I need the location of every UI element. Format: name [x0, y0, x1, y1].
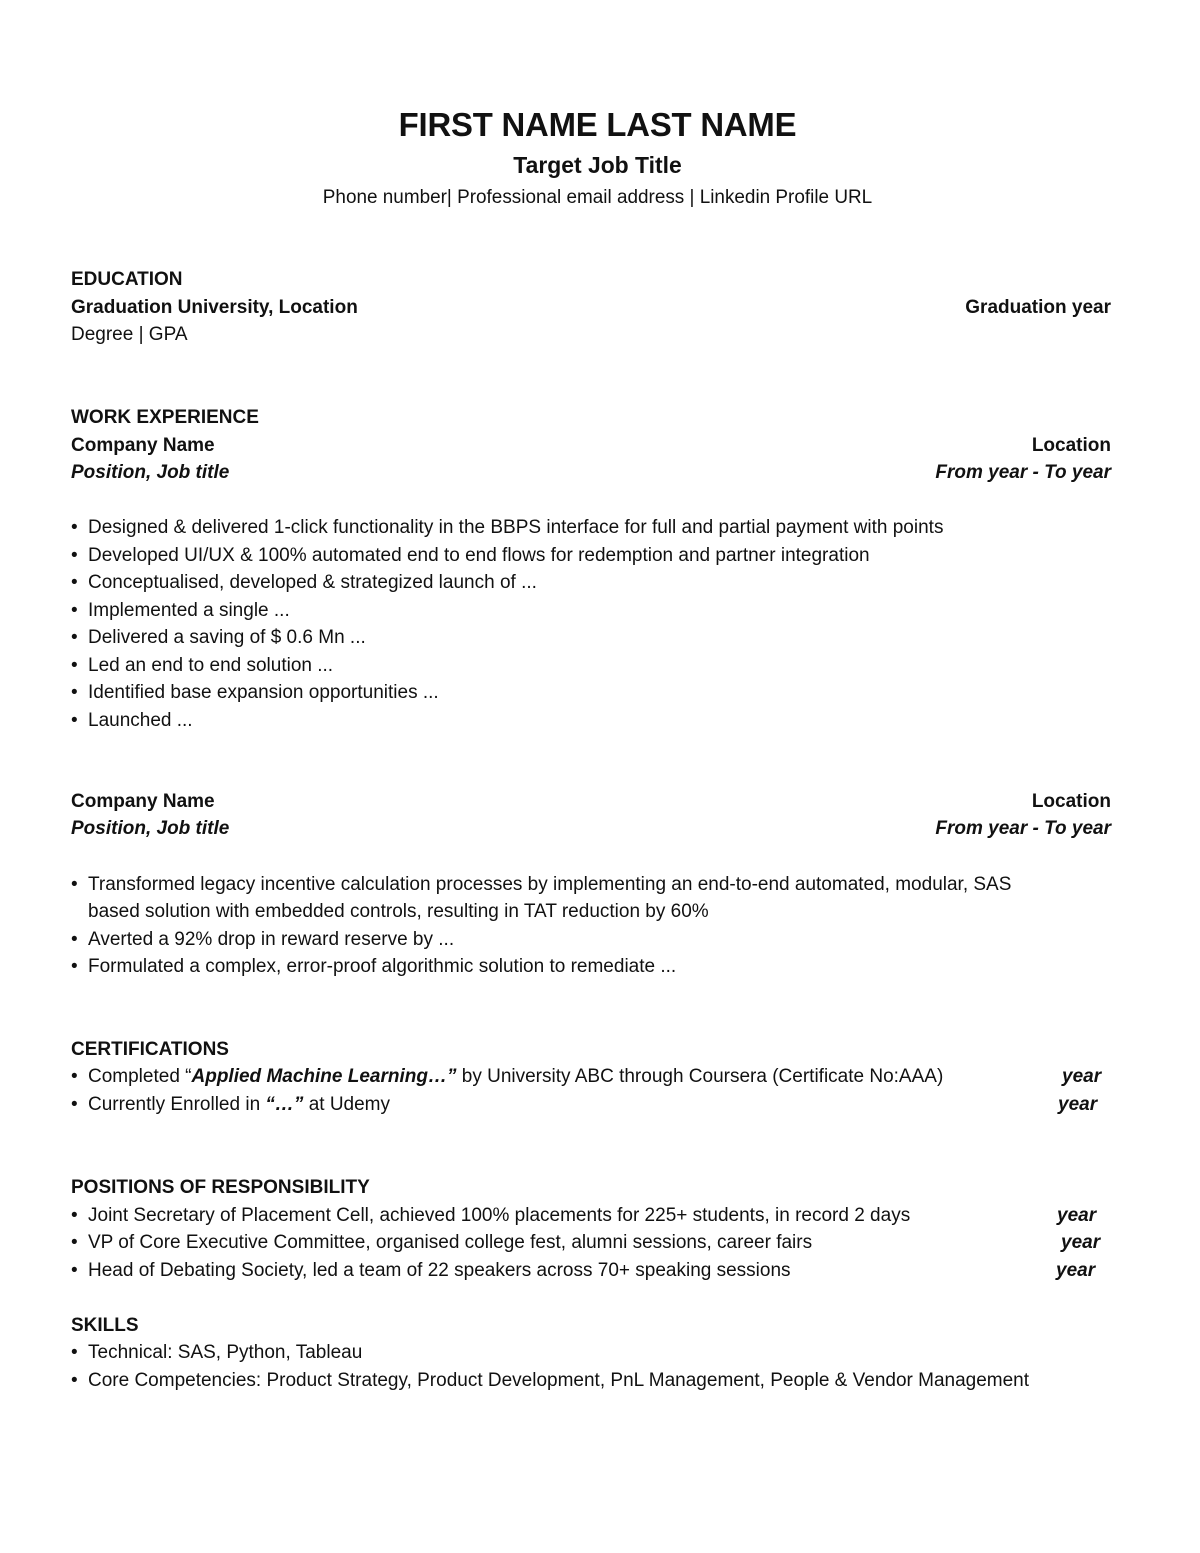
job-1-dates: From year - To year [935, 462, 1111, 483]
bullet-icon: • [71, 1342, 78, 1363]
list-item [71, 1260, 791, 1282]
contact-line: Phone number| Professional email address | Linkedin Profile URL [322, 187, 873, 208]
list-item [71, 545, 870, 567]
job-1-bullet-8: Launched ... [88, 710, 193, 731]
cert-2-prefix: Currently Enrolled in [88, 1094, 266, 1115]
list-item [71, 1205, 910, 1227]
bullet-icon: • [71, 874, 78, 895]
list-item [71, 1094, 390, 1116]
bullet-icon: • [71, 655, 78, 676]
job-2-bullet-3: Formulated a complex, error-proof algorithmic solution to remediate ... [88, 956, 677, 977]
list-item [71, 517, 943, 539]
job-2-dates: From year - To year [935, 818, 1111, 839]
bullet-icon: • [71, 956, 78, 977]
job-1-bullet-4: Implemented a single ... [88, 600, 290, 621]
job-2-bullet-2: Averted a 92% drop in reward reserve by ... [88, 929, 455, 950]
responsibility-heading: POSITIONS OF RESPONSIBILITY [71, 1177, 370, 1198]
bullet-icon: • [71, 517, 78, 538]
responsibility-1-year: year [1057, 1205, 1097, 1226]
list-item [71, 874, 1011, 896]
list-item [71, 1370, 1029, 1392]
list-item [71, 710, 193, 732]
list-item [71, 655, 333, 677]
job-2-position: Position, Job title [71, 818, 230, 839]
job-2-location: Location [1031, 791, 1111, 812]
responsibility-3-year: year [1056, 1260, 1096, 1281]
list-item [71, 1342, 362, 1364]
responsibility-2: VP of Core Executive Committee, organised college fest, alumni sessions, career fairs [88, 1232, 813, 1253]
job-2-bullet-1-continued: based solution with embedded controls, resulting in TAT reduction by 60% [88, 901, 709, 922]
job-1-bullet-7: Identified base expansion opportunities ... [88, 682, 439, 703]
cert-1-course: Applied Machine Learning…” [191, 1066, 457, 1087]
job-1-bullet-2: Developed UI/UX & 100% automated end to end flows for redemption and partner integration [88, 545, 870, 566]
bullet-icon: • [71, 572, 78, 593]
candidate-name: FIRST NAME LAST NAME [398, 106, 797, 143]
job-1-company: Company Name [71, 435, 215, 456]
responsibility-1: Joint Secretary of Placement Cell, achieved 100% placements for 225+ students, in record 2 days [88, 1205, 911, 1226]
list-item [71, 627, 366, 649]
cert-2-year: year [1058, 1094, 1098, 1115]
cert-1-prefix: Completed “ [88, 1066, 192, 1087]
bullet-icon: • [71, 1370, 78, 1391]
bullet-icon: • [71, 929, 78, 950]
bullet-icon: • [71, 545, 78, 566]
cert-2-course: “…” [265, 1094, 304, 1115]
job-2-company: Company Name [71, 791, 215, 812]
bullet-icon: • [71, 1232, 78, 1253]
job-1-location: Location [1031, 435, 1111, 456]
education-heading: EDUCATION [71, 269, 183, 290]
skills-core-competencies: Core Competencies: Product Strategy, Product Development, PnL Management, People & Vendor Management [88, 1370, 1030, 1391]
bullet-icon: • [71, 682, 78, 703]
cert-1-year: year [1062, 1066, 1102, 1087]
bullet-icon: • [71, 1066, 78, 1087]
bullet-icon: • [71, 710, 78, 731]
job-1-bullet-6: Led an end to end solution ... [88, 655, 334, 676]
list-item [71, 956, 676, 978]
responsibility-3: Head of Debating Society, led a team of 22 speakers across 70+ speaking sessions [88, 1260, 791, 1281]
responsibility-2-year: year [1061, 1232, 1101, 1253]
job-1-position: Position, Job title [71, 462, 230, 483]
cert-1-suffix: by University ABC through Coursera (Certificate No:AAA) [456, 1066, 944, 1087]
target-job-title: Target Job Title [513, 152, 682, 178]
list-item [71, 1066, 943, 1088]
list-item [71, 600, 290, 622]
job-1-bullet-3: Conceptualised, developed & strategized launch of ... [88, 572, 537, 593]
bullet-icon: • [71, 1094, 78, 1115]
certifications-heading: CERTIFICATIONS [71, 1039, 229, 1060]
work-experience-heading: WORK EXPERIENCE [71, 407, 259, 428]
bullet-icon: • [71, 1205, 78, 1226]
bullet-icon: • [71, 600, 78, 621]
list-item [71, 682, 439, 704]
education-year: Graduation year [965, 297, 1111, 318]
bullet-icon: • [71, 1260, 78, 1281]
cert-2-suffix: at Udemy [303, 1094, 391, 1115]
list-item [71, 1232, 812, 1254]
list-item [71, 929, 454, 951]
list-item [71, 572, 537, 594]
job-2-bullet-1: Transformed legacy incentive calculation processes by implementing an end-to-end automated, modular, SAS [88, 874, 1012, 895]
education-degree: Degree | GPA [71, 324, 188, 345]
skills-heading: SKILLS [71, 1315, 139, 1336]
bullet-icon: • [71, 627, 78, 648]
job-1-bullet-1: Designed & delivered 1-click functionality in the BBPS interface for full and partial payment with points [88, 517, 944, 538]
job-1-bullet-5: Delivered a saving of $ 0.6 Mn ... [88, 627, 366, 648]
skills-technical: Technical: SAS, Python, Tableau [88, 1342, 363, 1363]
education-university: Graduation University, Location [71, 297, 358, 318]
